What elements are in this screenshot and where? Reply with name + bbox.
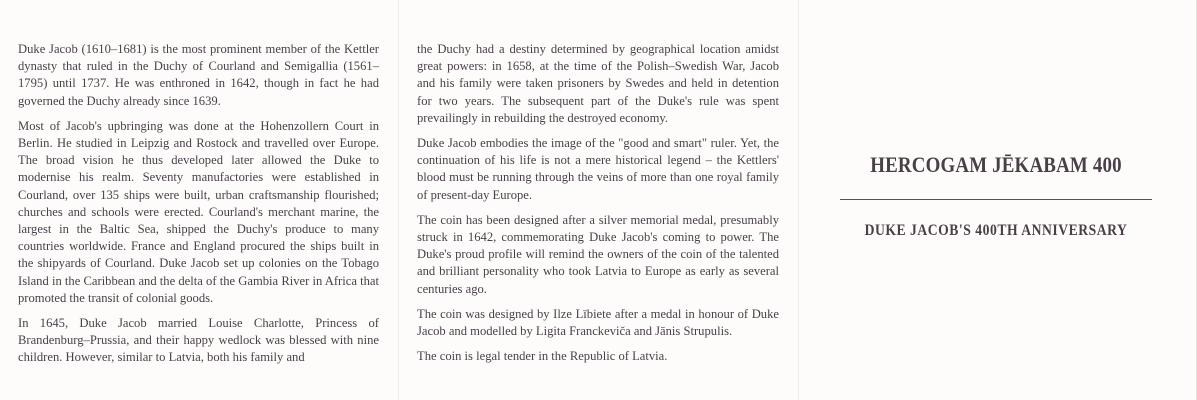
fold-line-left: [398, 0, 399, 400]
paragraph: Duke Jacob (1610–1681) is the most prominent member of the Kettler dynasty that ruled in the Duchy of Courland and Semigallia (1561–1795) until 1737. He was enthroned in 1642, though in fact he had governed the Duchy already since 1639.: [18, 42, 379, 108]
fold-line-right: [798, 0, 799, 400]
paragraph: The coin is legal tender in the Republic of Latvia.: [417, 349, 668, 364]
left-text-column: [18, 41, 379, 375]
paragraph: Most of Jacob's upbringing was done at the Hohenzollern Court in Berlin. He studied in Leipzig and Rostock and travelled over Europe. The broad vision he thus developed later allowed the Duke to modernise his realm. Seventy manufactories were established in Courland, over 135 ships were built, urban craftsmanship flourished; churches and schools were erected. Courland's merchant marine, the largest in the Baltic Sea, shipped the Duchy's produce to many countries worldwide. France and England procured the ships built in the shipyards of Courland. Duke Jacob set up colonies on the Tobago Island in the Caribbean and the delta of the Gambia River in Africa that promoted the transit of colonial goods.: [18, 118, 379, 305]
title-block: [840, 148, 1152, 242]
paragraph: the Duchy had a destiny determined by geographical location amidst great powers: in 1658, at the time of the Polish–Swedish War, Jacob and his family were taken prisoners by Swedes and held in detention for two years. The subsequent part of the Duke's rule was spent prevailingly in rebuilding the destroyed economy.: [417, 42, 779, 125]
title-divider: [840, 199, 1152, 200]
paragraph: In 1645, Duke Jacob married Louise Charlotte, Princess of Brandenburg–Prussia, and their happy wedlock was blessed with nine children. However, similar to Latvia, both his family and: [18, 316, 379, 365]
middle-text-column: [417, 41, 779, 373]
main-title: HERCOGAM JĒKABAM 400: [870, 152, 1122, 177]
paragraph: Duke Jacob embodies the image of the "good and smart" ruler. Yet, the continuation of his life is not a mere historical legend – the Kettlers' blood must be running through the veins of more than one royal family of present-day Europe.: [417, 136, 779, 202]
paragraph: The coin was designed by Ilze Lībiete after a medal in honour of Duke Jacob and modelled by Ligita Franckeviča and Jānis Strupulis.: [417, 306, 779, 339]
paragraph: The coin has been designed after a silver memorial medal, presumably struck in 1642, commemorating Duke Jacob's coming to power. The Duke's proud profile will remind the owners of the coin of the talented and brilliant personality who took Latvia to Europe as early as several centuries ago.: [417, 212, 779, 296]
subtitle: DUKE JACOB'S 400TH ANNIVERSARY: [864, 222, 1128, 239]
